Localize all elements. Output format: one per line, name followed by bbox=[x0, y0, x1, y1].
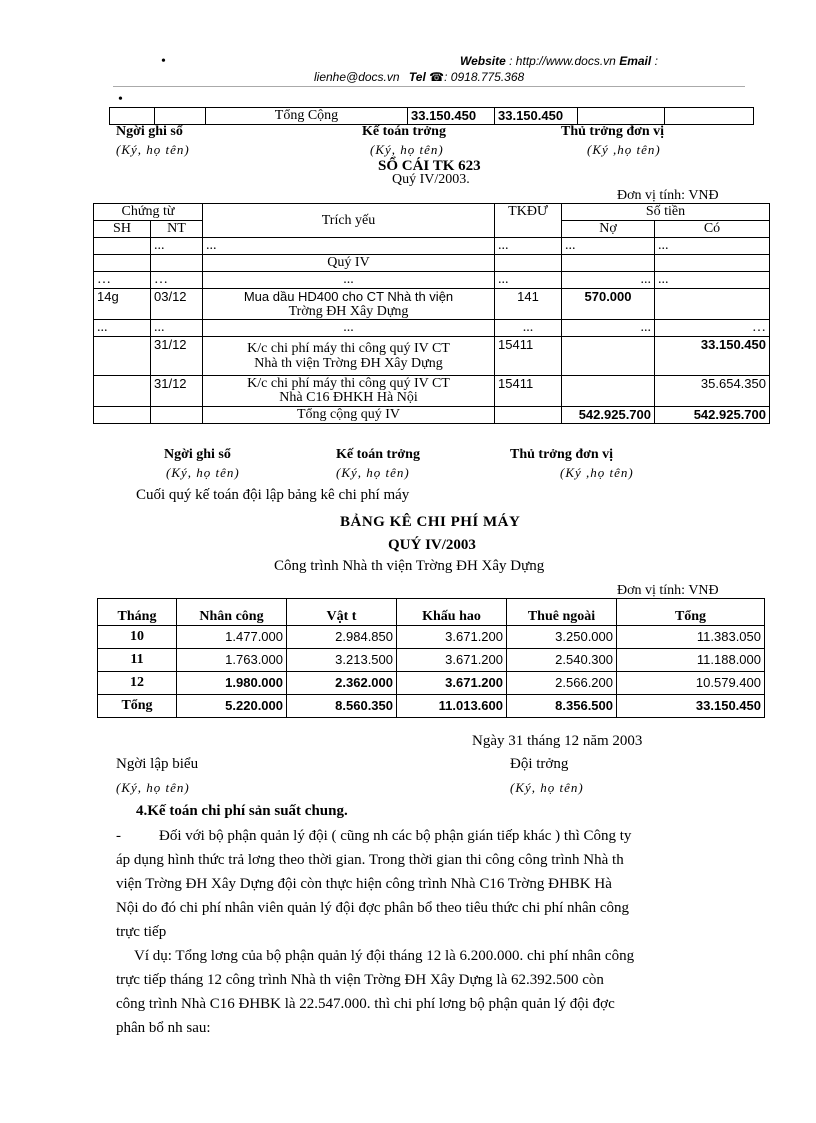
col-nt: NT bbox=[151, 221, 203, 238]
cell: Tổng bbox=[98, 695, 177, 718]
machine-unit: Đơn vị tính: VNĐ bbox=[617, 583, 719, 598]
email-colon: : bbox=[654, 54, 658, 68]
header-cell: Vật t bbox=[287, 599, 397, 626]
cell: 8.560.350 bbox=[287, 695, 397, 718]
col-sh: SH bbox=[94, 221, 151, 238]
header-cell: Tổng bbox=[617, 599, 765, 626]
table-row bbox=[94, 255, 770, 272]
p1-line-5: trực tiếp bbox=[116, 924, 167, 940]
email-link[interactable]: lienhe@docs.vn bbox=[314, 70, 400, 84]
quarter-row: Quý IV bbox=[203, 255, 495, 272]
website-link[interactable]: : http://www.docs.vn bbox=[509, 54, 616, 68]
cell: 03/12 bbox=[151, 289, 203, 320]
sig1-head: Thủ trởng đơn vị bbox=[561, 124, 665, 139]
cell: 570.000 bbox=[562, 289, 655, 320]
cell: 2.984.850 bbox=[287, 626, 397, 649]
cell: 3.250.000 bbox=[507, 626, 617, 649]
paragraph-2 bbox=[116, 944, 756, 1040]
cell: 11.383.050 bbox=[617, 626, 765, 649]
table-row bbox=[98, 672, 765, 695]
header-cell: Khấu hao bbox=[397, 599, 507, 626]
p1-line-1: - Đối với bộ phận quản lý đội ( cũng nh các bộ phận gián tiếp khác ) thì Công ty bbox=[116, 828, 632, 844]
table-row bbox=[94, 320, 770, 337]
cell: 2.540.300 bbox=[507, 649, 617, 672]
cell: ... bbox=[203, 272, 495, 289]
p2-line-3: công trình Nhà C16 ĐHBK là 22.547.000. thì chi phí lơng bộ phận quản lý đội đợc bbox=[116, 996, 615, 1012]
sig1-preparer-sub: (Ký, họ tên) bbox=[116, 142, 190, 157]
cell: 10.579.400 bbox=[617, 672, 765, 695]
intro-line: Cuối quý kế toán đội lập bảng kê chi phí máy bbox=[136, 487, 410, 503]
cell: 1.980.000 bbox=[177, 672, 287, 695]
cell: ... bbox=[495, 272, 562, 289]
cell: 33.150.450 bbox=[655, 337, 770, 376]
col-tkdu: TKĐƯ bbox=[495, 204, 562, 238]
table-row bbox=[94, 337, 770, 376]
table-row bbox=[98, 649, 765, 672]
cell: … bbox=[655, 320, 770, 337]
total-debit: 33.150.450 bbox=[408, 108, 495, 125]
cell: 1.477.000 bbox=[177, 626, 287, 649]
total-row bbox=[98, 695, 765, 718]
top-total-table bbox=[109, 107, 754, 125]
cell: 141 bbox=[495, 289, 562, 320]
cell: 31/12 bbox=[151, 376, 203, 407]
sig2-head: Thủ trởng đơn vị bbox=[510, 447, 614, 462]
contact-line bbox=[314, 70, 524, 84]
cell: ... bbox=[151, 320, 203, 337]
header-row bbox=[98, 599, 765, 626]
cell bbox=[94, 337, 151, 376]
table-row bbox=[94, 272, 770, 289]
tel-value: : 0918.775.368 bbox=[444, 70, 525, 84]
cell: 10 bbox=[98, 626, 177, 649]
machine-subtitle: QUÝ IV/2003 bbox=[388, 537, 476, 553]
p1-line-3: viện Trờng ĐH Xây Dựng đội còn thực hiện công trình Nhà C16 Trờng ĐHBK Hà bbox=[116, 876, 612, 892]
paragraph-1 bbox=[116, 824, 756, 944]
sig2-preparer-sub: (Ký, họ tên) bbox=[166, 465, 240, 480]
cell: 14g bbox=[94, 289, 151, 320]
email-label: Email bbox=[619, 54, 652, 68]
cell: ... bbox=[94, 320, 151, 337]
cell: … bbox=[151, 272, 203, 289]
ledger-title: SỔ CÁI TK 623 bbox=[378, 158, 481, 174]
sig3-leader-sub: (Ký, họ tên) bbox=[510, 780, 584, 795]
ledger-total-credit: 542.925.700 bbox=[655, 407, 770, 424]
cell: ... bbox=[562, 320, 655, 337]
table-row bbox=[98, 626, 765, 649]
ledger-unit: Đơn vị tính: VNĐ bbox=[617, 188, 719, 203]
cell: ... bbox=[655, 238, 770, 255]
cell bbox=[562, 376, 655, 407]
cell bbox=[562, 337, 655, 376]
total-credit: 33.150.450 bbox=[495, 108, 578, 125]
cell: 33.150.450 bbox=[617, 695, 765, 718]
p2-line-1: Ví dụ: Tổng lơng của bộ phận quản lý đội tháng 12 là 6.200.000. chi phí nhân công bbox=[134, 948, 635, 964]
sig1-accountant: Kế toán trởng bbox=[362, 124, 446, 139]
p1-line-4: Nội do đó chi phí nhân viên quản lý đội đợc phân bổ theo tiêu thức chi phí nhân công bbox=[116, 900, 630, 916]
col-amount: Số tiền bbox=[562, 204, 770, 221]
ledger-total-label: Tổng cộng quý IV bbox=[203, 407, 495, 424]
sig3-leader: Đội trởng bbox=[510, 756, 569, 772]
cell: 31/12 bbox=[151, 337, 203, 376]
machine-title: BẢNG KÊ CHI PHÍ MÁY bbox=[340, 514, 521, 530]
cell: 3.671.200 bbox=[397, 626, 507, 649]
cell: ... bbox=[562, 272, 655, 289]
sig3-preparer-sub: (Ký, họ tên) bbox=[116, 780, 190, 795]
cell: 15411 bbox=[495, 337, 562, 376]
cell: Mua dầu HD400 cho CT Nhà th viện Trờng ĐH Xây Dựng bbox=[203, 289, 495, 320]
sig1-head-sub: (Ký ,họ tên) bbox=[587, 142, 661, 157]
cell: 35.654.350 bbox=[655, 376, 770, 407]
cell: 3.213.500 bbox=[287, 649, 397, 672]
cell: K/c chi phí máy thi công quý IV CT Nhà th viện Trờng ĐH Xây Dựng bbox=[203, 337, 495, 376]
bullet: • bbox=[161, 54, 166, 69]
cell: ... bbox=[203, 238, 495, 255]
sig2-preparer: Ngời ghi sổ bbox=[164, 447, 231, 462]
cell: 12 bbox=[98, 672, 177, 695]
machine-project: Công trình Nhà th viện Trờng ĐH Xây Dựng bbox=[274, 558, 545, 574]
sig2-head-sub: (Ký ,họ tên) bbox=[560, 465, 634, 480]
cell: 8.356.500 bbox=[507, 695, 617, 718]
machine-table bbox=[97, 598, 765, 718]
cell bbox=[655, 289, 770, 320]
table-row bbox=[94, 238, 770, 255]
section-heading: 4.Kế toán chi phí sản suất chung. bbox=[136, 803, 348, 819]
total-label: Tổng Cộng bbox=[206, 108, 408, 125]
ledger-table bbox=[93, 203, 770, 424]
p2-line-2: trực tiếp tháng 12 công trình Nhà th viện Trờng ĐH Xây Dựng là 62.392.500 còn bbox=[116, 972, 604, 988]
website-label: Website bbox=[460, 54, 506, 68]
header-cell: Nhân công bbox=[177, 599, 287, 626]
cell: 1.763.000 bbox=[177, 649, 287, 672]
cell: ... bbox=[203, 320, 495, 337]
total-row bbox=[94, 407, 770, 424]
table-row bbox=[94, 289, 770, 320]
cell bbox=[94, 376, 151, 407]
ledger-total-debit: 542.925.700 bbox=[562, 407, 655, 424]
cell: … bbox=[94, 272, 151, 289]
header-cell: Thuê ngoài bbox=[507, 599, 617, 626]
p1-line-2: áp dụng hình thức trả lơng theo thời gian. Trong thời gian thi công công trình Nhà th bbox=[116, 852, 624, 868]
sig1-preparer: Ngời ghi sổ bbox=[116, 124, 183, 139]
bullet-2: • bbox=[118, 92, 123, 107]
col-desc: Trích yếu bbox=[203, 204, 495, 238]
col-debit: Nợ bbox=[562, 221, 655, 238]
cell: ... bbox=[495, 238, 562, 255]
sig2-accountant-sub: (Ký, họ tên) bbox=[336, 465, 410, 480]
cell: ... bbox=[655, 272, 770, 289]
header-rule bbox=[113, 86, 745, 87]
cell: ... bbox=[151, 238, 203, 255]
col-credit: Có bbox=[655, 221, 770, 238]
table-row bbox=[94, 376, 770, 407]
cell: 11 bbox=[98, 649, 177, 672]
sig2-accountant: Kế toán trởng bbox=[336, 447, 420, 462]
cell: 15411 bbox=[495, 376, 562, 407]
sig3-preparer: Ngời lập biểu bbox=[116, 756, 199, 772]
cell: 2.566.200 bbox=[507, 672, 617, 695]
cell: 3.671.200 bbox=[397, 649, 507, 672]
p2-line-4: phân bổ nh sau: bbox=[116, 1020, 211, 1036]
phone-icon: ☎ bbox=[429, 70, 445, 84]
header-cell: Tháng bbox=[98, 599, 177, 626]
website-line bbox=[460, 54, 658, 68]
sig1-accountant-sub: (Ký, họ tên) bbox=[370, 142, 444, 157]
cell: K/c chi phí máy thi công quý IV CT Nhà C16 ĐHKH Hà Nội bbox=[203, 376, 495, 407]
date-line: Ngày 31 tháng 12 năm 2003 bbox=[472, 733, 643, 749]
cell: 3.671.200 bbox=[397, 672, 507, 695]
cell: ... bbox=[495, 320, 562, 337]
ledger-subtitle: Quý IV/2003. bbox=[392, 172, 470, 187]
tel-label: Tel bbox=[408, 70, 426, 84]
cell: 11.013.600 bbox=[397, 695, 507, 718]
col-voucher: Chứng từ bbox=[94, 204, 203, 221]
cell: ... bbox=[562, 238, 655, 255]
cell: 2.362.000 bbox=[287, 672, 397, 695]
cell: 5.220.000 bbox=[177, 695, 287, 718]
cell: 11.188.000 bbox=[617, 649, 765, 672]
